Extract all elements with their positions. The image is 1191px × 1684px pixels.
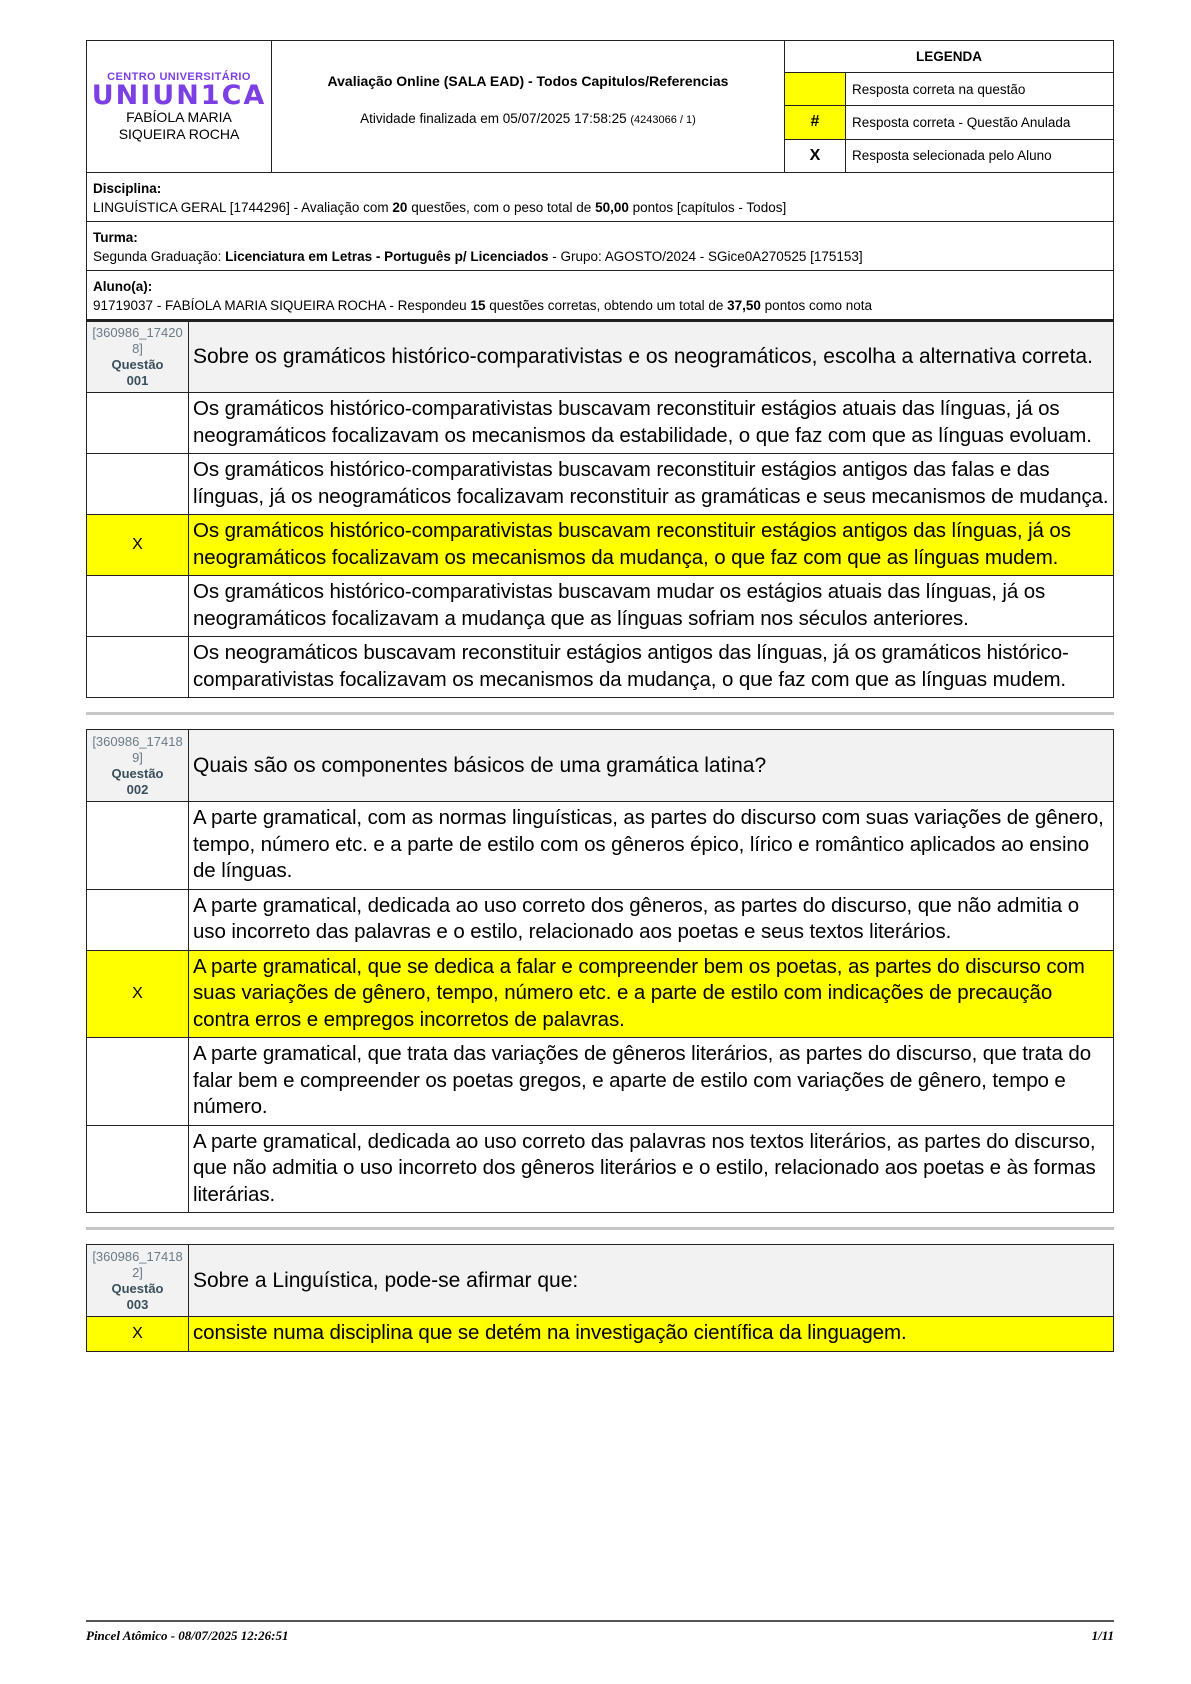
legend-row-annulled (785, 106, 1113, 139)
class-info (86, 222, 1114, 271)
answer-mark (87, 576, 189, 636)
answer-mark (87, 393, 189, 453)
page-footer (86, 1620, 1114, 1644)
student-text-1: 91719037 - FABÍOLA MARIA SIQUEIRA ROCHA - Respondeu (93, 298, 471, 313)
answer-text: consiste numa disciplina que se detém na investigação científica da linguagem. (193, 1321, 907, 1344)
exam-report (86, 40, 1114, 1352)
class-label: Turma: (93, 230, 138, 245)
question-number: 001 (126, 373, 149, 388)
answer-text: Os neogramáticos buscavam reconstituir estágios antigos das línguas, já os gramáticos histórico-comparativistas focalizavam os mecanismos da mudança, o que faz com que as línguas mudem. (193, 641, 1069, 691)
answer-text: A parte gramatical, com as normas linguísticas, as partes do discurso com suas variações de gênero, tempo, número etc. e a parte de estilo com os gêneros épico, lírico e romântico aplicados ao ensino de línguas. (193, 806, 1104, 882)
discipline-info (86, 173, 1114, 222)
discipline-question-count: 20 (392, 200, 408, 215)
class-text (93, 247, 1107, 266)
question-label: Questão (111, 765, 164, 781)
answer-text: A parte gramatical, dedicada ao uso correto dos gêneros, as partes do discurso, que não admitia o uso incorreto das palavras e o estilo, relacionado aos poetas e seus textos literários. (193, 893, 1080, 943)
question-number: 002 (126, 781, 149, 797)
question-text: Quais são os componentes básicos de uma gramática latina? (193, 753, 767, 777)
question-meta (87, 322, 189, 392)
question-header (87, 322, 1113, 392)
answer-mark (87, 454, 189, 514)
question-block (86, 1244, 1114, 1352)
logo-subtitle: CENTRO UNIVERSITÁRIO (107, 70, 251, 83)
discipline-text-3: pontos [capítulos - Todos] (628, 200, 787, 215)
question-id: [360986_174208] (92, 325, 183, 356)
answer-option (87, 1125, 1113, 1213)
question-meta (87, 1245, 189, 1316)
class-course: Licenciatura em Letras - Português p/ Licenciados (225, 249, 549, 264)
answer-option (87, 1037, 1113, 1125)
question-meta (87, 730, 189, 801)
question-text: Sobre a Linguística, pode-se afirmar que: (193, 1268, 579, 1292)
exam-title: Avaliação Online (SALA EAD) - Todos Capitulos/Referencias (327, 73, 729, 89)
answer-mark (87, 1126, 189, 1213)
answer-mark-selected: X (87, 515, 189, 575)
legend-label-correct: Resposta correta na questão (852, 81, 1026, 97)
legend-label-annulled: Resposta correta - Questão Anulada (852, 114, 1071, 130)
question-id: [360986_174189] (92, 733, 183, 765)
student-correct-count: 15 (470, 298, 486, 313)
student-name-line2: SIQUEIRA ROCHA (118, 125, 240, 142)
discipline-text (93, 198, 1107, 217)
title-cell (272, 41, 785, 172)
student-info (86, 271, 1114, 322)
student-name-line1: FABÍOLA MARIA (126, 108, 232, 125)
question-block (86, 729, 1114, 1213)
answer-option-selected (87, 950, 1113, 1038)
page-number: 1/11 (1091, 1628, 1114, 1643)
logo-wordmark: UNIUN1CA (91, 79, 267, 111)
answer-text: Os gramáticos histórico-comparativistas buscavam reconstituir estágios antigos das línguas, já os neogramáticos focalizavam os mecanismos da mudança, o que faz com que as línguas mudem. (193, 519, 1071, 569)
report-header (86, 40, 1114, 173)
legend-symbol-selected: X (785, 140, 846, 172)
question-header (87, 730, 1113, 801)
legend-label-selected: Resposta selecionada pelo Aluno (852, 148, 1052, 164)
logo-cell (87, 41, 272, 172)
answer-text: A parte gramatical, que se dedica a falar e compreender bem os poetas, as partes do discurso com suas variações de gênero, tempo, número etc. e a parte de estilo com indicações de precaução contra erros e empregos incorretos de palavras. (193, 954, 1085, 1031)
finished-label: Atividade finalizada em 05/07/2025 17:58:25 (360, 111, 627, 126)
question-id: [360986_174182] (92, 1248, 183, 1280)
discipline-label: Disciplina: (93, 181, 162, 196)
answer-text: A parte gramatical, dedicada ao uso correto das palavras nos textos literários, as partes do discurso, que não admitia o uso incorreto dos gêneros literários e o estilo, relacionado aos poetas e às formas literárias. (193, 1129, 1096, 1206)
question-header (87, 1245, 1113, 1316)
answer-option (87, 636, 1113, 697)
question-text: Sobre os gramáticos histórico-comparativistas e os neogramáticos, escolha a alternativa correta. (193, 345, 1093, 368)
answer-mark (87, 802, 189, 889)
answer-mark (87, 890, 189, 950)
answer-text: Os gramáticos histórico-comparativistas buscavam reconstituir estágios atuais das línguas, já os neogramáticos focalizavam os mecanismos da estabilidade, o que faz com que as línguas evoluam. (193, 397, 1092, 447)
answer-option-selected (87, 1316, 1113, 1351)
discipline-total-points: 50,00 (595, 200, 629, 215)
legend (785, 41, 1113, 172)
answer-text: A parte gramatical, que trata das variações de gêneros literários, as partes do discurso, que trata do falar bem e compreender os poetas gregos, e aparte de estilo com variações de gênero, tempo e número. (193, 1042, 1091, 1118)
answer-option (87, 801, 1113, 889)
answer-option (87, 575, 1113, 636)
class-text-1: Segunda Graduação: (93, 249, 226, 264)
footer-timestamp: Pincel Atômico - 08/07/2025 12:26:51 (86, 1628, 289, 1643)
discipline-text-1: LINGUÍSTICA GERAL [1744296] - Avaliação com (93, 200, 393, 215)
legend-title: LEGENDA (785, 41, 1113, 73)
question-block (86, 322, 1114, 698)
student-text-2: questões corretas, obtendo um total de (485, 298, 728, 313)
answer-text: Os gramáticos histórico-comparativistas buscavam reconstituir estágios antigos das falas e das línguas, já os neogramáticos focalizavam reconstituir as gramáticas e seus mecanismos de mudança. (193, 458, 1109, 508)
answer-option (87, 453, 1113, 514)
legend-symbol-correct (785, 73, 846, 105)
question-label: Questão (111, 1280, 164, 1296)
class-text-2: - Grupo: AGOSTO/2024 - SGice0A270525 [175153] (548, 249, 863, 264)
question-divider (86, 712, 1114, 715)
answer-mark (87, 1038, 189, 1125)
discipline-text-2: questões, com o peso total de (407, 200, 596, 215)
answer-option (87, 392, 1113, 453)
answer-option-selected (87, 514, 1113, 575)
legend-row-correct (785, 73, 1113, 106)
question-number: 003 (126, 1296, 149, 1312)
answer-mark-selected: X (87, 1317, 189, 1351)
student-text-3: pontos como nota (760, 298, 872, 313)
student-grade: 37,50 (727, 298, 761, 313)
legend-row-selected (785, 140, 1113, 172)
answer-option (87, 889, 1113, 950)
finished-code: (4243066 / 1) (630, 114, 696, 126)
question-divider (86, 1227, 1114, 1230)
finished-info (360, 111, 696, 126)
student-text (93, 296, 1107, 315)
answer-mark-selected: X (87, 951, 189, 1038)
question-label: Questão (111, 357, 164, 372)
answer-text: Os gramáticos histórico-comparativistas buscavam mudar os estágios atuais das línguas, já os neogramáticos focalizavam a mudança que as línguas sofriam nos séculos anteriores. (193, 580, 1046, 630)
answer-mark (87, 637, 189, 697)
legend-symbol-annulled: # (785, 106, 846, 138)
student-label: Aluno(a): (93, 279, 153, 294)
